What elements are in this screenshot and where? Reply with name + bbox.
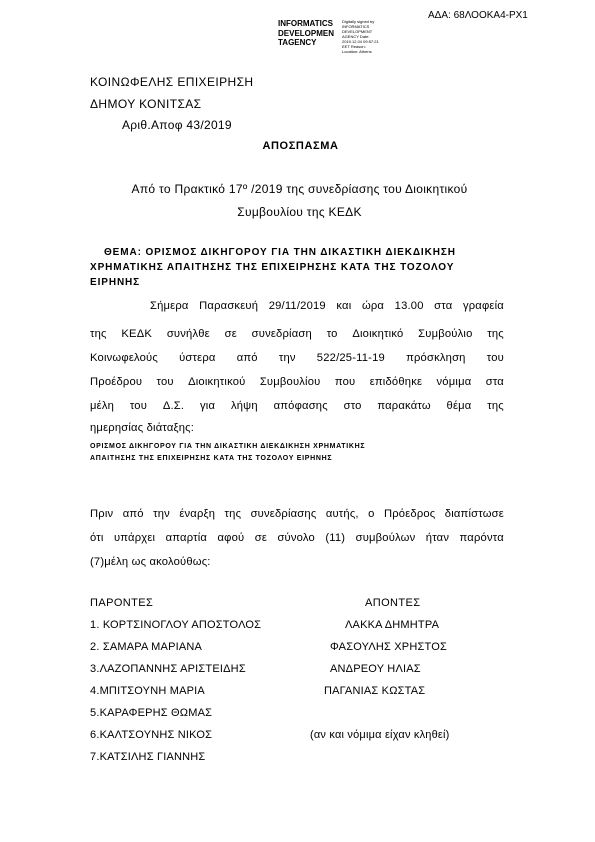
word: μέλη [90,400,115,412]
word: αυτής, [325,508,359,520]
intro-line3 [90,352,504,364]
minutes-title-line2: Συμβουλίου της ΚΕΔΚ [237,205,362,219]
word: ήταν [425,532,450,544]
word: το [326,328,338,340]
word: 13.00 [394,300,424,312]
word: παρακάτω [377,400,431,412]
decision-number: Αριθ.Αποφ 43/2019 [122,118,232,132]
quorum-line3: (7)μέλη ως ακολούθως: [90,556,211,568]
absent-member: ΑΝΔΡΕΟΥ ΗΛΙΑΣ [330,663,421,675]
word: πρόσκληση [406,352,466,364]
word: από [122,508,144,520]
word: συνεδρίαση [251,328,312,340]
word: Κοινωφελούς [90,352,158,364]
word: Διοικητικού [188,376,246,388]
quorum-line2 [90,532,504,544]
present-header: ΠΑΡΟΝΤΕΣ [90,597,154,609]
absent-member: ΛΑΚΚΑ ΔΗΜΗΤΡΑ [345,619,440,631]
ada-code: ΑΔΑ: 68ΛΟΟΚΑ4-ΡΧ1 [428,10,528,21]
word: έναρξη [179,508,216,520]
word: Σήμερα [150,300,189,312]
intro-line5 [90,400,504,412]
subject-line3: ΕΙΡΗΝΗΣ [90,277,141,288]
word: της [487,328,504,340]
word: συμβούλων [355,532,416,544]
signature-agency-name: INFORMATICS DEVELOPMEN TAGENCY [278,19,335,47]
word: του [129,400,148,412]
word: Συμβουλίου [259,376,321,388]
word: του [486,352,504,364]
word: διαπίστωσε [444,508,504,520]
present-member: 2. ΣΑΜΑΡΑ ΜΑΡΙΑΝΑ [90,641,203,653]
word: ΚΕΔΚ [121,328,153,340]
word: που [334,376,356,388]
absent-header: ΑΠΟΝΤΕΣ [365,597,421,609]
word: σύνολο [277,532,315,544]
word: απαρτία [165,532,208,544]
word: λήψη [230,400,258,412]
word: ο [368,508,375,520]
word: Διοικητικό [352,328,404,340]
word: παρόντα [459,532,504,544]
word: την [153,508,170,520]
word: γραφεία [462,300,504,312]
word: στα [434,300,453,312]
present-member: 4.ΜΠΙΤΣΟΥΝΗ ΜΑΡΙΑ [90,685,205,697]
intro-line4 [90,376,504,388]
intro-line2 [90,328,504,340]
word: ότι [90,532,104,544]
subject-line2: ΧΡΗΜΑΤΙΚΗΣ ΑΠΑΙΤΗΣΗΣ ΤΗΣ ΕΠΙΧΕΙΡΗΣΗΣ ΚΑΤΑ ΤΗΣ ΤΟΖΟΛΟΥ [90,262,455,273]
word: απόφασης [273,400,328,412]
word: 522/25-11-19 [316,352,385,364]
word: του [156,376,174,388]
word: σε [254,532,268,544]
absent-member: ΠΑΓΑΝΙΑΣ ΚΩΣΤΑΣ [324,685,426,697]
word: Προέδρου [90,376,143,388]
minutes-title-line1: Από το Πρακτικό 17º /2019 της συνεδρίασης του Διοικητικού [131,182,468,196]
word: στα [485,376,504,388]
word: στο [343,400,362,412]
word: ύστερα [179,352,216,364]
word: συνήλθε [166,328,210,340]
word: Πρόεδρος [383,508,436,520]
word: Παρασκευή [199,300,259,312]
document-type: ΑΠΟΣΠΑΣΜΑ [262,140,339,152]
present-member: 7.ΚΑΤΣΙΛΗΣ ΓΙΑΝΝΗΣ [90,751,206,763]
absent-note: (αν και νόμιμα είχαν κληθεί) [310,729,450,741]
word: της [224,508,242,520]
present-member: 6.ΚΑΛΤΣΟΥΝΗΣ ΝΙΚΟΣ [90,729,213,741]
word: από [236,352,258,364]
signature-details: Digitally signed by INFORMATICS DEVELOPMENT AGENCY Date: 2019.12.04 09:57:21 EET Reason: Location: Athens [342,19,379,54]
word: (11) [325,532,346,544]
word: Δ.Σ. [162,400,185,412]
word: και [336,300,352,312]
word: της [90,328,107,340]
word: επιδόθηκε [369,376,423,388]
word: της [487,400,504,412]
word: θέμα [446,400,472,412]
word: Πριν [90,508,114,520]
word: ώρα [361,300,385,312]
absent-member: ΦΑΣΟΥΛΗΣ ΧΡΗΣΤΟΣ [330,641,447,653]
present-member: 5.ΚΑΡΑΦΕΡΗΣ ΘΩΜΑΣ [90,707,213,719]
present-member: 3.ΛΑΖΟΠΑΝΝΗΣ ΑΡΙΣΤΕΙΔΗΣ [90,663,246,675]
word: Συμβούλιο [418,328,473,340]
agenda-item-line1: ΟΡΙΣΜΟΣ ΔΙΚΗΓΟΡΟΥ ΓΙΑ ΤΗΝ ΔΙΚΑΣΤΙΚΗ ΔΙΕΚΔΙΚΗΣΗ ΧΡΗΜΑΤΙΚΗΣ [90,443,366,450]
word: συνεδρίασης [250,508,317,520]
word: σε [224,328,237,340]
word: υπάρχει [113,532,156,544]
subject-line1: ΘΕΜΑ: ΟΡΙΣΜΟΣ ΔΙΚΗΓΟΡΟΥ ΓΙΑ ΤΗΝ ΔΙΚΑΣΤΙΚΗ ΔΙΕΚΔΙΚΗΣΗ [104,247,456,258]
word: νόμιμα [436,376,472,388]
intro-line1 [150,300,504,312]
present-member: 1. ΚΟΡΤΣΙΝΟΓΛΟΥ ΑΠΟΣΤΟΛΟΣ [90,619,262,631]
digital-signature-stamp [278,19,382,54]
word: 29/11/2019 [268,300,326,312]
organization-name: ΚΟΙΝΩΦΕΛΗΣ ΕΠΙΧΕΙΡΗΣΗ [90,75,254,89]
word: για [200,400,216,412]
intro-line6: ημερησίας διάταξης: [90,422,195,434]
quorum-line1 [90,508,504,520]
word: αφού [217,532,245,544]
municipality-name: ΔΗΜΟΥ ΚΟΝΙΤΣΑΣ [90,97,202,111]
word: την [278,352,296,364]
agenda-item-line2: ΑΠΑΙΤΗΣΗΣ ΤΗΣ ΕΠΙΧΕΙΡΗΣΗΣ ΚΑΤΑ ΤΗΣ ΤΟΖΟΛΟΥ ΕΙΡΗΝΗΣ [90,455,333,462]
